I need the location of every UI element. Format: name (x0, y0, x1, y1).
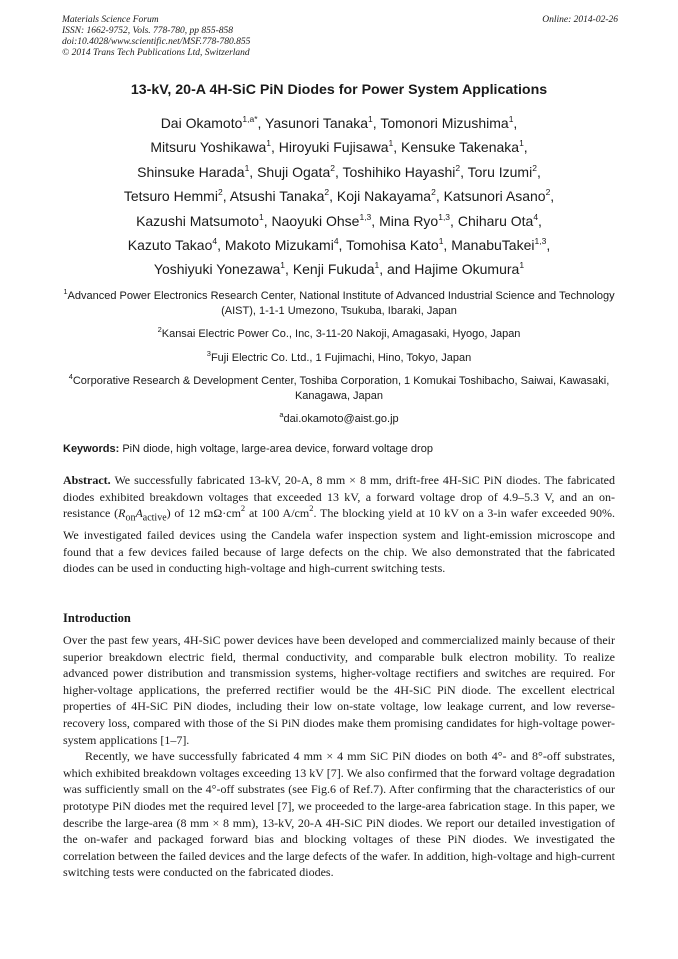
author-name: Shinsuke Harada (137, 163, 245, 180)
paper-title: 13-kV, 20-A 4H-SiC PiN Diodes for Power System Applications (130, 82, 548, 98)
author-name: Atsushi Tanaka (229, 188, 325, 205)
author-name: Chiharu Ota (457, 212, 534, 229)
author-name: Kazuto Takao (127, 237, 213, 254)
journal-name: Materials Science Forum (62, 15, 159, 25)
introduction-heading: Introduction (63, 611, 131, 625)
author-name: Dai Okamoto (160, 115, 243, 131)
author-affiliation-mark: 1 (508, 114, 514, 124)
author-list (40, 111, 638, 282)
online-date: Online: 2014-02-26 (542, 15, 618, 25)
author-affiliation-mark: 4 (333, 236, 339, 247)
keywords (63, 443, 623, 455)
affiliation-text: Fuji Electric Co. Ltd., 1 Fujimachi, Hino, Tokyo, Japan (210, 351, 472, 364)
keywords-text: PiN diode, high voltage, large-area device, forward voltage drop (122, 443, 433, 455)
author-affiliation-mark: 1,3 (534, 236, 547, 247)
author-name: Tetsuro Hemmi (123, 188, 218, 205)
author-name: ManabuTakei (451, 237, 535, 254)
author-affiliation-mark: 2 (324, 187, 330, 198)
keywords-label: Keywords: (63, 443, 120, 455)
author-line: Yoshiyuki Yonezawa$^1$, Kenji Fukuda$^1$, and Hajime Okumura$^1$ (153, 260, 525, 278)
affiliation-text: Advanced Power Electronics Research Center, National Institute of Advanced Industrial Science and Technology (AIST), 1-1-1 Umezono, Tsukuba, Ibaraki, Japan (67, 290, 615, 317)
author-affiliation-mark: 1,a* (242, 114, 258, 124)
abstract-text: at 100 A/cm (245, 506, 310, 521)
abstract-superscript: 2 (240, 503, 246, 514)
affiliation-text: Kansai Electric Power Co., Inc, 3-11-20 Nakoji, Amagasaki, Hyogo, Japan (161, 328, 521, 340)
author-affiliation-mark: 1 (519, 260, 525, 271)
author-affiliation-mark: 1 (280, 260, 286, 271)
author-connector: and (387, 261, 411, 278)
author-affiliation-mark: 2 (431, 187, 436, 198)
author-name: Kensuke Takenaka (401, 139, 520, 156)
author-affiliation-mark: 1 (438, 236, 444, 247)
affiliation-item (50, 289, 628, 318)
author-name: Mina Ryo (379, 212, 439, 229)
author-affiliation-mark: 1 (374, 260, 380, 271)
journal-doi[interactable]: doi:10.4028/www.scientific.net/MSF.778-780.855 (62, 37, 251, 47)
author-affiliation-mark: 2 (545, 187, 551, 198)
author-affiliation-mark: 4 (533, 211, 539, 222)
author-affiliation-mark: 2 (330, 162, 335, 173)
author-line: Kazuto Takao$^4$, Makoto Mizukami$^4$, Tomohisa Kato$^1$, ManabuTakei$^{1,3}$, (127, 236, 551, 254)
abstract-label: Abstract. (63, 473, 111, 487)
affiliation-item (50, 412, 628, 427)
author-affiliation-mark: 1 (368, 114, 373, 124)
author-name: Koji Nakayama (336, 188, 432, 205)
author-name: Mitsuru Yoshikawa (150, 139, 267, 156)
author-affiliation-mark: 1 (388, 138, 394, 149)
affiliation-mark: 3 (206, 348, 211, 358)
author-affiliation-mark: 1 (519, 138, 524, 149)
journal-header (62, 15, 618, 59)
author-name: Kazushi Matsumoto (136, 212, 260, 229)
author-affiliation-mark: 2 (217, 187, 223, 198)
affiliations (50, 289, 628, 436)
journal-issn: ISSN: 1662-9752, Vols. 778-780, pp 855-858 (62, 26, 233, 36)
author-affiliation-mark: 4 (212, 236, 218, 247)
abstract-subscript-active: active (142, 512, 167, 524)
affiliation-text: Corporative Research & Development Center, Toshiba Corporation, 1 Komukai Toshibacho, Saiwai, Kawasaki, Kanagawa, Japan (72, 375, 610, 402)
author-name: Naoyuki Ohse (271, 212, 360, 229)
author-name: Hajime Okumura (414, 261, 520, 278)
introduction-paragraph: Over the past few years, 4H-SiC power devices have been developed and commercialized mainly because of their superior breakdown electric field, thermal conductivity, and comparable bulk electron mobility. To realize advanced power distribution and transmission systems, higher-voltage rectifiers and switches are required. For higher-voltage applications, the preferred rectifier would be the 4H-SiC PiN diode. The excellent electrical properties of 4H-SiC PiN diodes, including their low on-state voltage, low leakage current, and low reverse-recovery loss, compared with those of the Si PiN diodes make them promising candidates for high-voltage power-system applications [1–7]. (63, 633, 615, 747)
affiliation-mark: 2 (157, 325, 162, 334)
author-name: Tomonori Mizushima (380, 115, 509, 131)
affiliation-item (50, 374, 628, 403)
author-affiliation-mark: 1,3 (359, 211, 372, 222)
author-line: Mitsuru Yoshikawa$^1$, Hiroyuki Fujisawa$^1$, Kensuke Takenaka$^1$, (150, 138, 528, 156)
author-name: Tomohisa Kato (346, 237, 439, 254)
author-name: Toshihiko Hayashi (342, 163, 456, 180)
author-name: Shuji Ogata (257, 163, 331, 180)
author-line: Dai Okamoto$^{1,a*}$, Yasunori Tanaka$^1$, Tomonori Mizushima$^1$, (160, 114, 518, 131)
affiliation-item (50, 327, 628, 342)
author-affiliation-mark: 1 (244, 162, 250, 173)
abstract (63, 472, 615, 577)
author-name: Makoto Mizukami (224, 237, 334, 254)
abstract-symbol-a: A (135, 506, 143, 521)
affiliation-item (50, 348, 628, 366)
author-name: Katsunori Asano (443, 188, 546, 205)
author-email-link[interactable]: dai.okamoto@aist.go.jp (283, 413, 399, 425)
author-name: Kenji Fukuda (292, 261, 375, 278)
author-affiliation-mark: 2 (532, 162, 537, 173)
abstract-text: ) of 12 mΩ·cm (166, 506, 241, 521)
author-name: Hiroyuki Fujisawa (278, 139, 389, 156)
affiliation-mark: 1 (63, 287, 68, 296)
author-affiliation-mark: 1 (266, 138, 271, 149)
abstract-superscript: 2 (309, 503, 314, 514)
author-line: Kazushi Matsumoto$^1$, Naoyuki Ohse$^{1,3}$, Mina Ryo$^{1,3}$, Chiharu Ota$^4$, (136, 211, 542, 229)
abstract-subscript-on: on (125, 512, 136, 524)
author-name: Yoshiyuki Yonezawa (153, 261, 281, 278)
abstract-text: We successfully fabricated 13-kV, 20-A, 8 mm × 8 mm, drift-free 4H-SiC PiN diodes. The fabricated diodes exhibited breakdown voltages that exceeded 13 kV, a forward voltage drop of 4.9–5.3 V, and an on-resistance ( (63, 473, 615, 521)
author-name: Yasunori Tanaka (265, 115, 369, 131)
introduction-body (63, 632, 615, 881)
author-affiliation-mark: 1 (259, 211, 264, 222)
author-affiliation-mark: 2 (455, 162, 461, 173)
affiliation-mark: 4 (68, 372, 73, 381)
author-name: Toru Izumi (467, 163, 533, 180)
introduction-paragraph: Recently, we have successfully fabricated 4 mm × 4 mm SiC PiN diodes on both 4°- and 8°-off substrates, which exhibited breakdown voltages exceeding 13 kV [7]. We also confirmed that the forward voltage degradation was sufficiently small on the 4°-off substrates (see Fig.6 of Ref.7). After confirming that the characteristics of our prototype PiN diodes met the required level [7], we proceeded to the large-area fabrication stage. In this paper, we describe the large-area (8 mm × 8 mm), 13-kV, 20-A 4H-SiC PiN diodes. We report our detailed investigation of the on-wafer and packaged forward bias and blocking voltages of these PiN diodes. We investigated the correlation between the failed devices and the large defects of the wafer. In addition, high-voltage and high-current switching tests were conducted on the fabricated diodes. (63, 749, 615, 880)
journal-copyright: © 2014 Trans Tech Publications Ltd, Switzerland (62, 48, 250, 58)
abstract-text: . The blocking yield at 10 kV on a 3-in wafer exceeded 90%. We investigated failed devices using the Candela wafer inspection system and light-emission microscope and found that a few devices failed because of large defects on the chip. We also demonstrated that the fabricated diodes can be used in conducting high-voltage and high-current switching tests. (63, 506, 615, 576)
author-affiliation-mark: 1,3 (438, 211, 451, 222)
author-line: Shinsuke Harada$^1$, Shuji Ogata$^2$, Toshihiko Hayashi$^2$, Toru Izumi$^2$, (137, 162, 541, 180)
abstract-symbol-r: R (118, 506, 126, 521)
affiliation-mark: a (279, 410, 284, 419)
author-line: Tetsuro Hemmi$^2$, Atsushi Tanaka$^2$, Koji Nakayama$^2$, Katsunori Asano$^2$, (123, 187, 555, 205)
